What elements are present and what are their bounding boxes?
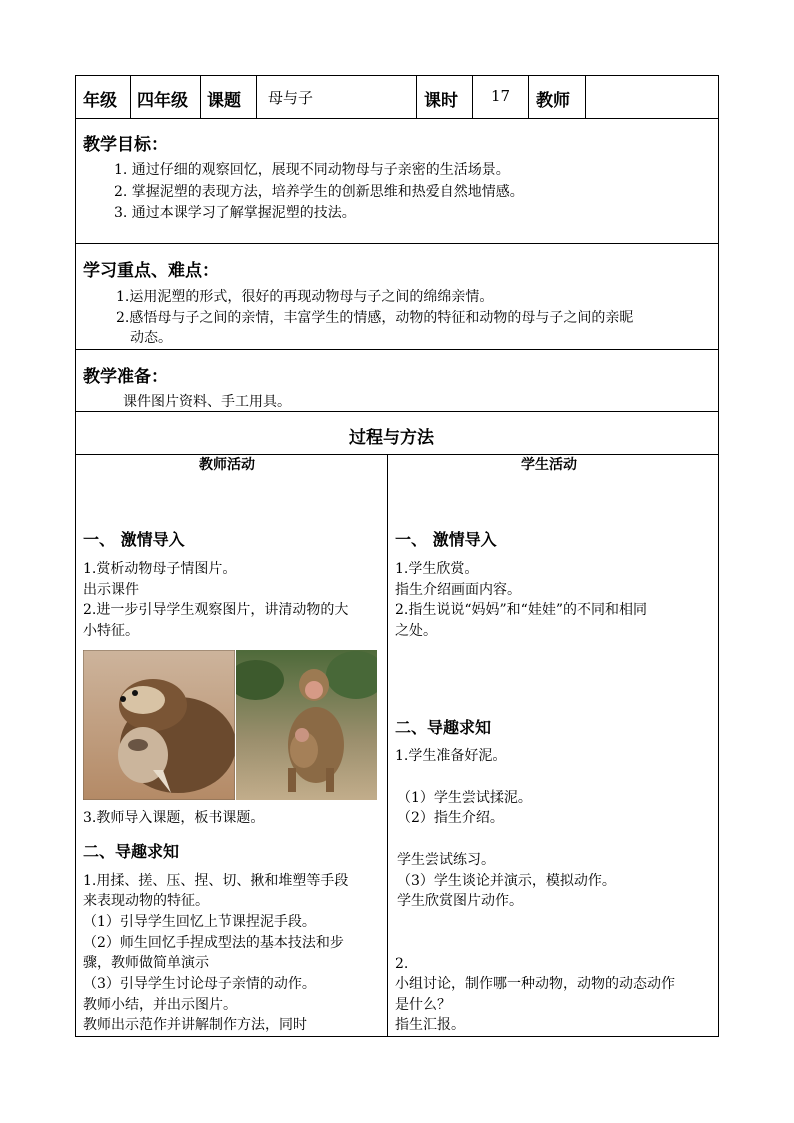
student-line: 指生介绍画面内容。 [395, 582, 521, 598]
period-value: 17 [491, 87, 511, 105]
student-line: 学生尝试练习。 [397, 852, 495, 868]
teacher-line: 教师小结，并出示图片。 [83, 997, 237, 1013]
student-section2-title: 二、导趣求知 [395, 718, 492, 737]
student-line: （3）学生谈论并演示，模拟动作。 [397, 873, 616, 889]
table-rule [75, 243, 719, 244]
student-line: 2. [395, 956, 409, 972]
student-line: 1.学生准备好泥。 [395, 748, 507, 764]
teacher-line: （1）引导学生回忆上节课捏泥手段。 [83, 914, 316, 930]
teacher-line: 2.进一步引导学生观察图片，讲清动物的大 [83, 602, 349, 618]
teacher-line: 1.赏析动物母子情图片。 [83, 561, 237, 577]
student-line: 指生汇报。 [395, 1017, 465, 1033]
keypoint-item-cont: 动态。 [130, 330, 172, 346]
table-border-top [75, 75, 719, 76]
header-divider [472, 75, 473, 118]
teacher-line: 骤，教师做简单演示 [83, 955, 209, 971]
objectives-title: 教学目标： [83, 135, 168, 155]
topic-value: 母与子 [268, 89, 314, 107]
grade-label: 年级 [83, 91, 117, 111]
teacher-line: （3）引导学生讨论母子亲情的动作。 [83, 976, 316, 992]
header-divider [256, 75, 257, 118]
preparation-text: 课件图片资料、手工用具。 [123, 394, 291, 410]
teacher-section2-title: 二、导趣求知 [83, 842, 180, 861]
student-line: （1）学生尝试揉泥。 [397, 790, 532, 806]
teacher-line: 1.用揉、搓、压、捏、切、揪和堆塑等手段 [83, 873, 349, 889]
table-rule [75, 349, 719, 350]
period-label: 课时 [424, 91, 458, 111]
student-activity-header: 学生活动 [521, 457, 577, 473]
student-line: 1.学生欣赏。 [395, 561, 479, 577]
table-rule [75, 454, 719, 455]
teacher-line: 出示课件 [83, 582, 139, 598]
process-title: 过程与方法 [349, 428, 434, 448]
student-line: 2.指生说说“妈妈”和“娃娃”的不同和相同 [395, 602, 647, 618]
teacher-line: 3.教师导入课题，板书课题。 [83, 810, 265, 826]
header-divider [130, 75, 131, 118]
objective-item: 1. 通过仔细的观察回忆，展现不同动物母与子亲密的生活场景。 [114, 162, 510, 178]
student-line: 是什么？ [395, 997, 451, 1013]
topic-label: 课题 [207, 91, 241, 111]
keypoints-title: 学习重点、难点： [83, 261, 219, 281]
student-line: 学生欣赏图片动作。 [397, 893, 523, 909]
teacher-section1-title: 一、 激情导入 [83, 530, 185, 549]
table-rule [75, 118, 719, 119]
objective-item: 2. 掌握泥塑的表现方法，培养学生的创新思维和热爱自然地情感。 [114, 184, 524, 200]
teacher-activity-header: 教师活动 [199, 457, 255, 473]
header-divider [585, 75, 586, 118]
header-divider [200, 75, 201, 118]
teacher-line: 小特征。 [83, 623, 139, 639]
student-line: （2）指生介绍。 [397, 810, 504, 826]
teacher-line: 教师出示范作并讲解制作方法，同时 [83, 1017, 307, 1033]
table-border-left [75, 75, 76, 1037]
preparation-title: 教学准备： [83, 367, 168, 387]
student-section1-title: 一、 激情导入 [395, 530, 497, 549]
objective-item: 3. 通过本课学习了解掌握泥塑的技法。 [114, 205, 356, 221]
student-line: 之处。 [395, 623, 437, 639]
table-border-right [718, 75, 719, 1037]
otter-photo [83, 650, 235, 800]
monkey-photo [236, 650, 377, 800]
header-divider [416, 75, 417, 118]
header-divider [528, 75, 529, 118]
student-line: 小组讨论，制作哪一种动物，动物的动态动作 [395, 976, 675, 992]
column-divider [387, 454, 388, 1036]
grade-value: 四年级 [137, 91, 188, 111]
teacher-line: 来表现动物的特征。 [83, 893, 209, 909]
keypoint-item: 2.感悟母与子之间的亲情，丰富学生的情感，动物的特征和动物的母与子之间的亲昵 [116, 310, 634, 326]
teacher-label: 教师 [536, 91, 570, 111]
teacher-line: （2）师生回忆手捏成型法的基本技法和步 [83, 935, 344, 951]
keypoint-item: 1.运用泥塑的形式，很好的再现动物母与子之间的绵绵亲情。 [116, 289, 494, 305]
table-border-bottom [75, 1036, 719, 1037]
